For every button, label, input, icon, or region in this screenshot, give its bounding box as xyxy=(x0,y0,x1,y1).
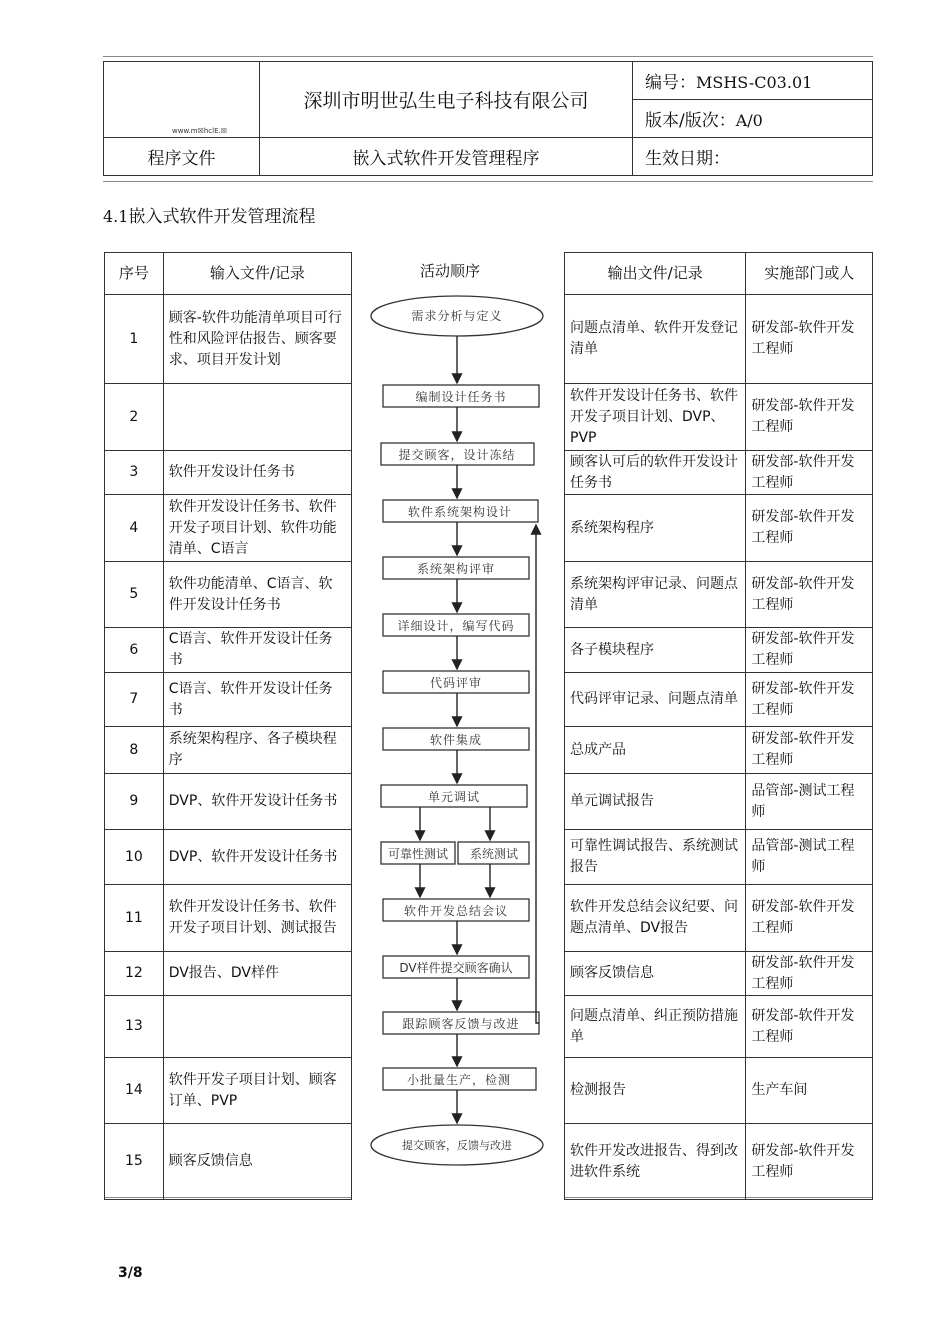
row-output: 顾客反馈信息 xyxy=(565,952,746,996)
col-header-output: 输出文件/记录 xyxy=(565,253,746,295)
row-input: 软件开发设计任务书、软件开发子项目计划、测试报告 xyxy=(163,885,351,952)
table-row xyxy=(105,1058,352,1124)
flow-title: 活动顺序 xyxy=(420,262,481,280)
table-row xyxy=(105,774,352,830)
table-row xyxy=(105,451,352,495)
row-input: DV报告、DV样件 xyxy=(163,952,351,996)
row-output: 系统架构评审记录、问题点清单 xyxy=(565,562,746,628)
flow-step-label: 提交顾客，设计冻结 xyxy=(398,448,516,462)
row-number: 12 xyxy=(105,952,164,996)
row-output: 软件开发总结会议纪要、问题点清单、DV报告 xyxy=(565,885,746,952)
table-row xyxy=(105,628,352,673)
doc-number-label: 编号： xyxy=(645,73,696,93)
row-number: 6 xyxy=(105,628,164,673)
row-input: 软件功能清单、C语言、软件开发设计任务书 xyxy=(163,562,351,628)
row-input: 顾客-软件功能清单项目可行性和风险评估报告、顾客要求、项目开发计划 xyxy=(163,295,351,384)
table-row xyxy=(565,774,873,830)
table-row xyxy=(105,295,352,384)
table-row xyxy=(565,1124,873,1200)
table-row xyxy=(105,830,352,885)
row-input xyxy=(163,384,351,451)
row-output: 问题点清单、软件开发登记清单 xyxy=(565,295,746,384)
table-row xyxy=(105,562,352,628)
row-number: 4 xyxy=(105,495,164,562)
row-input: DVP、软件开发设计任务书 xyxy=(163,774,351,830)
row-input: 软件开发设计任务书、软件开发子项目计划、软件功能清单、C语言 xyxy=(163,495,351,562)
row-output: 检测报告 xyxy=(565,1058,746,1124)
row-input: C语言、软件开发设计任务书 xyxy=(163,628,351,673)
input-table xyxy=(104,252,352,1200)
row-input: 软件开发设计任务书 xyxy=(163,451,351,495)
row-output: 各子模块程序 xyxy=(565,628,746,673)
page-number: 3/8 xyxy=(118,1265,143,1281)
table-row xyxy=(565,451,873,495)
row-output: 代码评审记录、问题点清单 xyxy=(565,673,746,727)
col-header-no: 序号 xyxy=(105,253,164,295)
row-input: 软件开发子项目计划、顾客订单、PVP xyxy=(163,1058,351,1124)
section-heading xyxy=(103,202,315,227)
flow-step-label: 系统架构评审 xyxy=(416,562,496,576)
flow-step-label: 跟踪顾客反馈与改进 xyxy=(402,1017,520,1031)
row-dept: 研发部-软件开发工程师 xyxy=(746,384,873,451)
table-row xyxy=(565,295,873,384)
logo-cell xyxy=(104,62,260,138)
row-input: C语言、软件开发设计任务书 xyxy=(163,673,351,727)
row-dept: 研发部-软件开发工程师 xyxy=(746,885,873,952)
flow-step-label: 单元调试 xyxy=(427,790,481,804)
flow-step-label: 软件集成 xyxy=(429,733,483,747)
doc-version xyxy=(633,100,873,138)
row-input: DVP、软件开发设计任务书 xyxy=(163,830,351,885)
table-row xyxy=(105,384,352,451)
row-number: 8 xyxy=(105,727,164,774)
row-output: 软件开发设计任务书、软件开发子项目计划、DVP、PVP xyxy=(565,384,746,451)
table-row xyxy=(105,495,352,562)
table-row xyxy=(565,562,873,628)
output-table xyxy=(564,252,873,1200)
row-dept: 研发部-软件开发工程师 xyxy=(746,952,873,996)
row-dept: 品管部-测试工程师 xyxy=(746,774,873,830)
table-row xyxy=(565,727,873,774)
flow-step-label: 代码评审 xyxy=(429,676,483,690)
doc-version-label: 版本/版次： xyxy=(645,111,736,131)
company-name: 深圳市明世弘生电子科技有限公司 xyxy=(260,62,633,138)
row-dept: 生产车间 xyxy=(746,1058,873,1124)
col-header-dept: 实施部门或人 xyxy=(746,253,873,295)
doc-number xyxy=(633,62,873,100)
row-number: 5 xyxy=(105,562,164,628)
row-number: 3 xyxy=(105,451,164,495)
row-dept: 品管部-测试工程师 xyxy=(746,830,873,885)
row-output: 问题点清单、纠正预防措施单 xyxy=(565,996,746,1058)
output-table-wrap xyxy=(564,252,873,1198)
row-number: 13 xyxy=(105,996,164,1058)
effective-date: 生效日期： xyxy=(633,138,873,176)
company-logo: www.m☒hclE.☒ xyxy=(172,127,228,135)
row-dept: 研发部-软件开发工程师 xyxy=(746,628,873,673)
input-table-wrap xyxy=(104,252,352,1198)
row-number: 7 xyxy=(105,673,164,727)
row-number: 14 xyxy=(105,1058,164,1124)
row-dept: 研发部-软件开发工程师 xyxy=(746,727,873,774)
row-input: 顾客反馈信息 xyxy=(163,1124,351,1200)
row-output: 单元调试报告 xyxy=(565,774,746,830)
section-title: 嵌入式软件开发管理流程 xyxy=(128,207,316,227)
flow-step-label: 需求分析与定义 xyxy=(411,309,503,323)
flow-step-label: DV样件提交顾客确认 xyxy=(399,961,513,975)
table-row xyxy=(565,830,873,885)
table-row xyxy=(105,673,352,727)
row-input xyxy=(163,996,351,1058)
doc-type: 程序文件 xyxy=(104,138,260,176)
row-output: 系统架构程序 xyxy=(565,495,746,562)
table-row xyxy=(105,1124,352,1200)
doc-title: 嵌入式软件开发管理程序 xyxy=(260,138,633,176)
flowchart xyxy=(360,252,560,1172)
row-number: 9 xyxy=(105,774,164,830)
table-row xyxy=(105,727,352,774)
row-number: 11 xyxy=(105,885,164,952)
row-dept: 研发部-软件开发工程师 xyxy=(746,1124,873,1200)
row-dept: 研发部-软件开发工程师 xyxy=(746,996,873,1058)
col-header-input: 输入文件/记录 xyxy=(163,253,351,295)
row-output: 总成产品 xyxy=(565,727,746,774)
document-header xyxy=(103,61,873,176)
flow-step-label: 可靠性测试 xyxy=(387,847,449,861)
table-row xyxy=(105,952,352,996)
flow-step-label: 软件系统架构设计 xyxy=(407,505,513,519)
row-number: 2 xyxy=(105,384,164,451)
table-row xyxy=(565,885,873,952)
row-dept: 研发部-软件开发工程师 xyxy=(746,495,873,562)
row-number: 1 xyxy=(105,295,164,384)
table-row xyxy=(565,673,873,727)
flow-step-label: 详细设计，编写代码 xyxy=(397,619,515,633)
row-dept: 研发部-软件开发工程师 xyxy=(746,295,873,384)
flow-step-label: 系统测试 xyxy=(469,847,519,861)
table-row xyxy=(565,384,873,451)
doc-version-value: A/0 xyxy=(735,111,763,130)
flow-step-label: 编制设计任务书 xyxy=(415,390,507,404)
table-row xyxy=(565,495,873,562)
table-row xyxy=(105,885,352,952)
flow-step-label: 小批量生产，检测 xyxy=(406,1073,512,1087)
table-row xyxy=(565,996,873,1058)
table-row xyxy=(565,952,873,996)
row-input: 系统架构程序、各子模块程序 xyxy=(163,727,351,774)
row-dept: 研发部-软件开发工程师 xyxy=(746,451,873,495)
table-row xyxy=(565,628,873,673)
table-row xyxy=(565,1058,873,1124)
section-number: 4.1 xyxy=(103,207,129,226)
row-number: 15 xyxy=(105,1124,164,1200)
row-output: 顾客认可后的软件开发设计任务书 xyxy=(565,451,746,495)
row-dept: 研发部-软件开发工程师 xyxy=(746,673,873,727)
table-row xyxy=(105,996,352,1058)
flow-step-label: 提交顾客，反馈与改进 xyxy=(402,1139,512,1152)
flow-step-label: 软件开发总结会议 xyxy=(403,904,509,918)
row-output: 可靠性调试报告、系统测试报告 xyxy=(565,830,746,885)
doc-number-value: MSHS-C03.01 xyxy=(696,73,813,92)
row-output: 软件开发改进报告、得到改进软件系统 xyxy=(565,1124,746,1200)
row-number: 10 xyxy=(105,830,164,885)
row-dept: 研发部-软件开发工程师 xyxy=(746,562,873,628)
